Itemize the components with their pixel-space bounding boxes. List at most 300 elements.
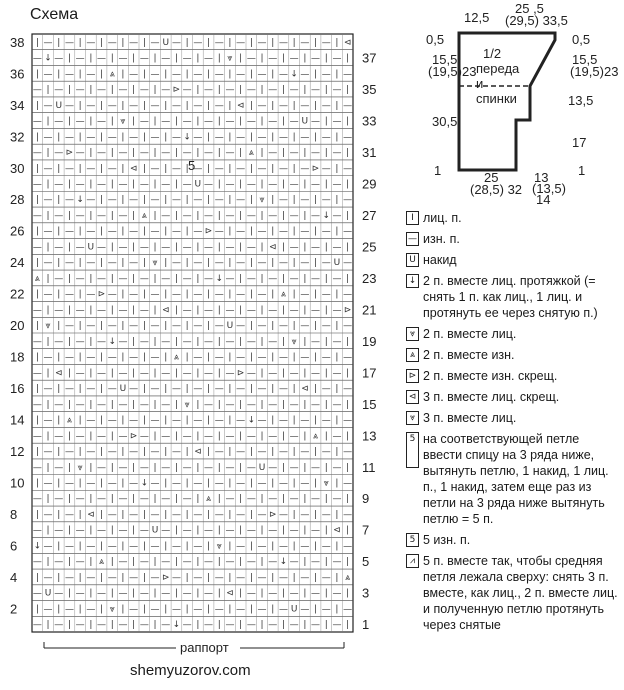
stitch-symbol: — <box>236 604 246 615</box>
stitch-symbol: — <box>343 415 353 426</box>
stitch-symbol: | <box>239 399 243 410</box>
stitch-symbol: — <box>32 242 42 253</box>
stitch-symbol: | <box>207 321 211 332</box>
stitch-symbol: — <box>107 100 117 111</box>
stitch-symbol: — <box>257 447 267 458</box>
stitch-symbol: | <box>324 242 328 253</box>
stitch-symbol: | <box>110 242 114 253</box>
stitch-symbol: — <box>43 352 53 363</box>
stitch-symbol: | <box>78 37 82 48</box>
stitch-symbol: | <box>281 399 285 410</box>
stitch-symbol: ⊳ <box>97 289 106 300</box>
stitch-symbol: | <box>110 494 114 505</box>
stitch-symbol: — <box>129 478 139 489</box>
stitch-symbol: | <box>207 509 211 520</box>
stitch-symbol: | <box>324 368 328 379</box>
stitch-symbol: — <box>139 85 149 96</box>
stitch-symbol: — <box>300 321 310 332</box>
stitch-symbol: | <box>121 258 125 269</box>
stitch-symbol: — <box>54 336 64 347</box>
stitch-symbol: | <box>196 431 200 442</box>
stitch-symbol: | <box>335 100 339 111</box>
stitch-symbol: — <box>129 258 139 269</box>
stitch-symbol: — <box>107 415 117 426</box>
stitch-symbol: | <box>121 447 125 458</box>
stitch-symbol: — <box>278 226 288 237</box>
legend-item-knit <box>406 210 621 226</box>
stitch-symbol: — <box>182 462 192 473</box>
stitch-symbol: | <box>271 572 275 583</box>
stitch-symbol: — <box>86 258 96 269</box>
stitch-symbol: — <box>278 37 288 48</box>
stitch-symbol: | <box>121 604 125 615</box>
stitch-symbol: | <box>35 572 39 583</box>
stitch-symbol: — <box>343 384 353 395</box>
stitch-symbol: — <box>64 258 74 269</box>
drop-loop-icon: 5 <box>406 432 419 468</box>
legend-text: лиц. п. <box>423 211 462 225</box>
stitch-symbol: — <box>182 210 192 221</box>
stitch-symbol: — <box>54 273 64 284</box>
stitch-symbol: | <box>335 478 339 489</box>
stitch-symbol: | <box>100 69 104 80</box>
stitch-symbol: — <box>193 509 203 520</box>
stitch-symbol: | <box>142 69 146 80</box>
stitch-symbol: | <box>174 179 178 190</box>
stitch-symbol: | <box>185 195 189 206</box>
stitch-symbol: ⩔ <box>120 116 126 127</box>
p2tog-icon: ⩓ <box>406 348 419 362</box>
stitch-symbol: — <box>278 415 288 426</box>
measure-right-155: 15,5 <box>572 52 598 67</box>
stitch-symbol: | <box>324 336 328 347</box>
stitch-symbol: | <box>142 289 146 300</box>
stitch-symbol: | <box>174 431 178 442</box>
stitch-symbol: | <box>185 604 189 615</box>
stitch-symbol: — <box>129 384 139 395</box>
stitch-symbol: — <box>139 368 149 379</box>
stitch-symbol: — <box>54 305 64 316</box>
stitch-symbol: — <box>214 352 224 363</box>
stitch-symbol: ⩓ <box>345 572 351 583</box>
stitch-symbol: — <box>278 604 288 615</box>
stitch-symbol: — <box>268 620 278 631</box>
stitch-symbol: — <box>257 415 267 426</box>
stitch-symbol: | <box>281 148 285 159</box>
stitch-symbol: | <box>35 289 39 300</box>
stitch-symbol: | <box>153 399 157 410</box>
stitch-symbol: — <box>332 179 342 190</box>
stitch-symbol: | <box>35 509 39 520</box>
stitch-symbol: — <box>225 242 235 253</box>
stitch-symbol: | <box>196 494 200 505</box>
stitch-symbol: — <box>204 242 214 253</box>
stitch-symbol: — <box>129 100 139 111</box>
stitch-symbol: — <box>289 588 299 599</box>
stitch-symbol: — <box>75 494 85 505</box>
stitch-symbol: — <box>289 85 299 96</box>
stitch-symbol: | <box>35 163 39 174</box>
stitch-symbol: — <box>182 368 192 379</box>
stitch-symbol: | <box>260 273 264 284</box>
stitch-symbol: ⊲ <box>129 163 138 174</box>
stitch-symbol: — <box>311 242 321 253</box>
measure-right-1: 1 <box>578 163 586 178</box>
stitch-symbol: | <box>271 478 275 489</box>
site-caption: shemyuzorov.com <box>130 662 251 679</box>
stitch-symbol: — <box>289 242 299 253</box>
stitch-symbol: | <box>100 415 104 426</box>
arrow-down-icon: ↓ <box>406 274 419 288</box>
stitch-symbol: | <box>239 210 243 221</box>
stitch-symbol: — <box>300 289 310 300</box>
stitch-symbol: — <box>150 478 160 489</box>
stitch-symbol: | <box>335 195 339 206</box>
stitch-symbol: | <box>346 242 350 253</box>
stitch-symbol: — <box>193 541 203 552</box>
stitch-symbol: — <box>268 148 278 159</box>
stitch-symbol: — <box>43 69 53 80</box>
stitch-symbol: | <box>164 352 168 363</box>
stitch-symbol: — <box>214 321 224 332</box>
stitch-symbol: — <box>268 399 278 410</box>
stitch-symbol: | <box>46 116 50 127</box>
stitch-symbol: | <box>260 242 264 253</box>
stitch-symbol: | <box>110 148 114 159</box>
stitch-symbol: | <box>46 525 50 536</box>
schematic-label-line: 1/2 <box>483 46 502 61</box>
stitch-symbol: — <box>300 195 310 206</box>
stitch-symbol: | <box>271 321 275 332</box>
stitch-symbol: | <box>346 210 350 221</box>
stitch-symbol: | <box>185 289 189 300</box>
stitch-symbol: | <box>249 132 253 143</box>
stitch-symbol: | <box>217 305 221 316</box>
stitch-symbol: | <box>78 163 82 174</box>
stitch-symbol: — <box>268 305 278 316</box>
stitch-symbol: — <box>343 509 353 520</box>
stitch-symbol: — <box>332 210 342 221</box>
stitch-symbol: | <box>281 210 285 221</box>
stitch-symbol: — <box>257 226 267 237</box>
legend-text: 5 п. вместе так, чтобы средняя петля лежала сверху: снять 3 п. вместе, как лиц., 2 п. вместе лиц. и полученную петлю протянуть через снятые <box>423 554 618 632</box>
stitch-symbol: — <box>193 352 203 363</box>
stitch-symbol: — <box>225 116 235 127</box>
stitch-symbol: | <box>132 336 136 347</box>
stitch-symbol: | <box>303 462 307 473</box>
stitch-symbol: ↓ <box>247 415 256 426</box>
stitch-symbol: — <box>321 163 331 174</box>
stitch-symbol: — <box>107 478 117 489</box>
stitch-symbol: — <box>150 352 160 363</box>
stitch-symbol: — <box>32 462 42 473</box>
stitch-symbol: | <box>142 37 146 48</box>
k3tog-icon: ⩔ <box>406 411 419 425</box>
stitch-symbol: | <box>271 132 275 143</box>
stitch-symbol: — <box>225 462 235 473</box>
stitch-symbol: — <box>343 258 353 269</box>
stitch-symbol: ⊲ <box>87 509 95 520</box>
stitch-symbol: | <box>164 509 168 520</box>
purl-5-icon: 5 <box>406 533 419 547</box>
stitch-symbol: — <box>278 100 288 111</box>
legend-text: 2 п. вместе изн. скрещ. <box>423 369 558 383</box>
stitch-symbol: | <box>292 289 296 300</box>
stitch-symbol: | <box>132 242 136 253</box>
stitch-symbol: — <box>32 494 42 505</box>
stitch-symbol: | <box>132 557 136 568</box>
stitch-symbol: | <box>164 163 168 174</box>
measure-bottom-r1: 13 <box>534 170 549 185</box>
stitch-symbol: — <box>311 85 321 96</box>
stitch-symbol: — <box>182 557 192 568</box>
stitch-symbol: | <box>324 494 328 505</box>
stitch-symbol: | <box>185 69 189 80</box>
stitch-symbol: ⩓ <box>66 415 72 426</box>
stitch-symbol: | <box>292 352 296 363</box>
stitch-symbol: | <box>110 462 114 473</box>
stitch-symbol: | <box>314 195 318 206</box>
stitch-symbol: — <box>343 604 353 615</box>
stitch-symbol: — <box>182 494 192 505</box>
stitch-symbol: | <box>100 541 104 552</box>
stitch-symbol: — <box>75 368 85 379</box>
stitch-symbol: — <box>161 179 171 190</box>
stitch-symbol: — <box>246 336 256 347</box>
stitch-symbol: — <box>204 210 214 221</box>
stitch-symbol: — <box>193 321 203 332</box>
stitch-symbol: — <box>54 116 64 127</box>
stitch-symbol: — <box>257 509 267 520</box>
stitch-symbol: | <box>121 352 125 363</box>
stitch-symbol: U <box>151 525 159 536</box>
stitch-symbol: — <box>193 69 203 80</box>
stitch-symbol: | <box>57 226 61 237</box>
stitch-symbol: | <box>121 509 125 520</box>
stitch-symbol: | <box>314 289 318 300</box>
stitch-symbol: — <box>214 37 224 48</box>
stitch-symbol: | <box>46 242 50 253</box>
stitch-symbol: — <box>43 132 53 143</box>
stitch-symbol: | <box>207 37 211 48</box>
stitch-symbol: — <box>257 37 267 48</box>
stitch-symbol: | <box>292 447 296 458</box>
stitch-symbol: | <box>281 368 285 379</box>
stitch-symbol: | <box>89 148 93 159</box>
stitch-symbol: | <box>46 462 50 473</box>
stitch-symbol: | <box>335 352 339 363</box>
stitch-symbol: — <box>75 53 85 64</box>
stitch-symbol: | <box>324 620 328 631</box>
stitch-symbol: | <box>249 509 253 520</box>
stitch-symbol: — <box>43 572 53 583</box>
stitch-symbol: — <box>311 368 321 379</box>
stitch-symbol: — <box>129 541 139 552</box>
stitch-symbol: | <box>324 179 328 190</box>
stitch-symbol: ⊲ <box>236 100 245 111</box>
stitch-symbol: | <box>57 289 61 300</box>
stitch-symbol: — <box>118 620 128 631</box>
stitch-symbol: | <box>78 447 82 458</box>
measure-top-left: 12,5 <box>464 10 490 25</box>
stitch-symbol: — <box>311 273 321 284</box>
row-number-left: 4 <box>10 569 18 585</box>
stitch-symbol: — <box>204 399 214 410</box>
stitch-symbol: | <box>100 352 104 363</box>
stitch-symbol: ⊲ <box>226 588 234 599</box>
stitch-symbol: | <box>335 384 339 395</box>
stitch-symbol: — <box>332 273 342 284</box>
stitch-symbol: — <box>107 352 117 363</box>
measure-bottom-r3: 14 <box>536 192 551 207</box>
stitch-symbol: — <box>332 305 342 316</box>
stitch-symbol: | <box>303 494 307 505</box>
stitch-symbol: | <box>185 541 189 552</box>
stitch-symbol: — <box>225 179 235 190</box>
measure-left-305: 30,5 <box>432 114 458 129</box>
stitch-symbol: | <box>303 588 307 599</box>
stitch-symbol: — <box>246 85 256 96</box>
stitch-symbol: — <box>268 494 278 505</box>
stitch-symbol: — <box>182 273 192 284</box>
stitch-symbol: | <box>78 321 82 332</box>
stitch-symbol: | <box>174 273 178 284</box>
legend-text: 5 изн. п. <box>423 533 471 547</box>
stitch-symbol: | <box>346 399 350 410</box>
stitch-symbol: | <box>335 415 339 426</box>
stitch-symbol: | <box>67 431 71 442</box>
stitch-symbol: | <box>89 525 93 536</box>
stitch-symbol: | <box>346 525 350 536</box>
stitch-symbol: | <box>164 447 168 458</box>
stitch-symbol: | <box>110 179 114 190</box>
row-number-left: 28 <box>10 192 25 208</box>
measure-right-05: 0,5 <box>572 32 591 47</box>
stitch-symbol: | <box>228 258 232 269</box>
stitch-symbol: | <box>153 557 157 568</box>
stitch-symbol: | <box>260 588 264 599</box>
stitch-symbol: | <box>271 37 275 48</box>
stitch-symbol: | <box>174 494 178 505</box>
stitch-symbol: | <box>271 258 275 269</box>
stitch-symbol: — <box>225 431 235 442</box>
stitch-symbol: — <box>97 85 107 96</box>
stitch-symbol: | <box>89 273 93 284</box>
stitch-symbol: — <box>236 37 246 48</box>
stitch-symbol: — <box>43 447 53 458</box>
stitch-symbol: | <box>78 541 82 552</box>
stitch-symbol: | <box>89 210 93 221</box>
stitch-symbol: | <box>110 116 114 127</box>
stitch-symbol: | <box>67 85 71 96</box>
stitch-symbol: | <box>335 289 339 300</box>
stitch-symbol: | <box>46 368 50 379</box>
stitch-symbol: — <box>97 588 107 599</box>
stitch-symbol: | <box>164 415 168 426</box>
stitch-symbol: — <box>150 604 160 615</box>
stitch-symbol: | <box>260 368 264 379</box>
stitch-symbol: | <box>35 226 39 237</box>
stitch-symbol: — <box>43 226 53 237</box>
stitch-symbol: | <box>185 226 189 237</box>
stitch-symbol: — <box>289 399 299 410</box>
legend-item-purl <box>406 231 621 247</box>
row-number-right: 3 <box>362 585 370 601</box>
stitch-symbol: | <box>271 226 275 237</box>
stitch-symbol: — <box>332 620 342 631</box>
stitch-symbol: — <box>278 447 288 458</box>
stitch-symbol: | <box>314 447 318 458</box>
stitch-symbol: — <box>43 258 53 269</box>
stitch-symbol: — <box>343 321 353 332</box>
row-number-right: 33 <box>362 113 377 129</box>
stitch-symbol: — <box>278 69 288 80</box>
stitch-symbol: | <box>100 509 104 520</box>
stitch-symbol: | <box>217 242 221 253</box>
stitch-symbol: | <box>324 525 328 536</box>
stitch-symbol: — <box>300 100 310 111</box>
stitch-symbol: | <box>142 415 146 426</box>
row-number-right: 27 <box>362 207 377 223</box>
row-number-right: 1 <box>362 617 370 633</box>
legend-text: 2 п. вместе лиц. <box>423 327 517 341</box>
stitch-symbol: U <box>301 116 309 127</box>
stitch-symbol: — <box>32 399 42 410</box>
stitch-symbol: — <box>86 541 96 552</box>
row-number-right: 35 <box>362 82 377 98</box>
stitch-symbol: — <box>214 226 224 237</box>
stitch-symbol: | <box>57 69 61 80</box>
stitch-symbol: — <box>32 148 42 159</box>
stitch-symbol: | <box>57 352 61 363</box>
stitch-symbol: | <box>196 116 200 127</box>
stitch-symbol: | <box>207 415 211 426</box>
stitch-symbol: | <box>239 85 243 96</box>
stitch-symbol: — <box>182 431 192 442</box>
stitch-symbol: | <box>249 258 253 269</box>
stitch-symbol: | <box>271 447 275 458</box>
stitch-symbol: | <box>78 478 82 489</box>
stitch-symbol: | <box>281 53 285 64</box>
stitch-symbol: | <box>35 604 39 615</box>
stitch-symbol: | <box>67 557 71 568</box>
stitch-symbol: ⩔ <box>109 604 115 615</box>
stitch-symbol: — <box>311 399 321 410</box>
stitch-symbol: | <box>196 210 200 221</box>
stitch-symbol: | <box>228 384 232 395</box>
row-number-left: 14 <box>10 412 25 428</box>
stitch-symbol: — <box>343 226 353 237</box>
stitch-symbol: | <box>153 85 157 96</box>
stitch-symbol: | <box>164 384 168 395</box>
stitch-symbol: — <box>246 399 256 410</box>
stitch-symbol: ⊲ <box>54 368 63 379</box>
stitch-symbol: | <box>228 100 232 111</box>
stitch-symbol: — <box>332 368 342 379</box>
stitch-symbol: — <box>204 525 214 536</box>
stitch-symbol: | <box>142 384 146 395</box>
stitch-symbol: — <box>161 336 171 347</box>
stitch-symbol: — <box>75 179 85 190</box>
stitch-symbol: | <box>174 305 178 316</box>
stitch-symbol: U <box>119 384 127 395</box>
stitch-symbol: — <box>300 37 310 48</box>
stitch-symbol: — <box>332 462 342 473</box>
stitch-symbol: — <box>343 195 353 206</box>
stitch-symbol: ⩔ <box>45 321 51 332</box>
stitch-symbol: — <box>64 541 74 552</box>
stitch-symbol: | <box>132 399 136 410</box>
